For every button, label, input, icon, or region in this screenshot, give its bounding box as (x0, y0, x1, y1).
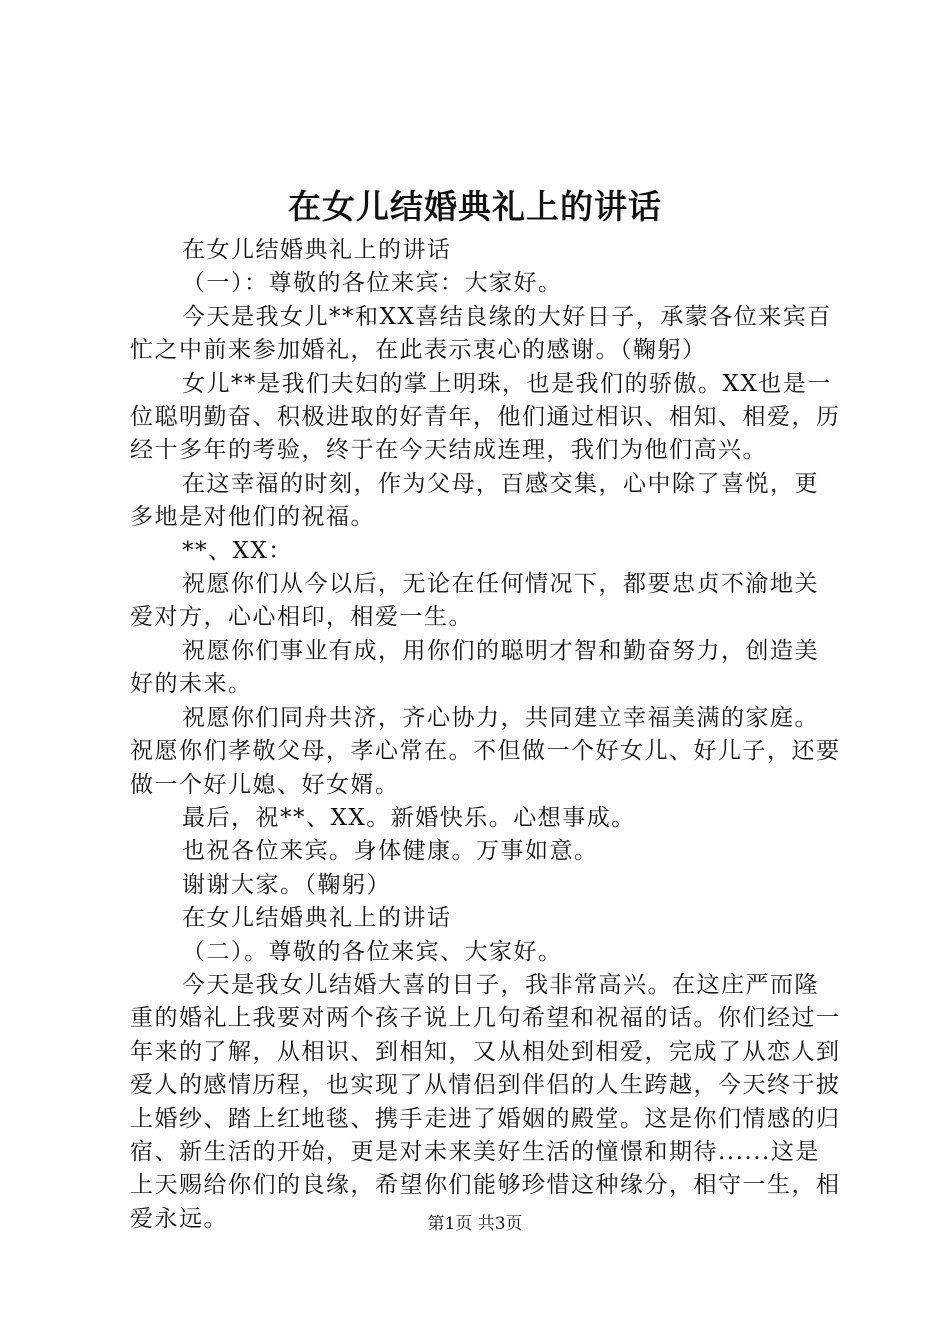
document-body (130, 234, 842, 1236)
paragraph: 最后，祝**、XX。新婚快乐。心想事成。 (182, 804, 636, 831)
paragraph: 祝愿你们从今以后，无论在任何情况下，都要忠贞不渝地关爱对方，心心相印，相爱一生。 (130, 571, 819, 631)
address-line: **、XX： (182, 537, 293, 564)
paragraph: 祝愿你们同舟共济，齐心协力，共同建立幸福美满的家庭。祝愿你们孝敬父母，孝心常在。不但做一个好女儿、好儿子，还要做一个好儿媳、好女婿。 (130, 704, 841, 798)
paragraph: 今天是我女儿**和XX喜结良缘的大好日子，承蒙各位来宾百忙之中前来参加婚礼，在此表示衷心的感谢。（鞠躬） (130, 303, 832, 364)
paragraph: 今天是我女儿结婚大喜的日子，我非常高兴。在这庄严而隆重的婚礼上我要对两个孩子说上几句希望和祝福的话。你们经过一年来的了解，从相识、到相知，又从相处到相爱，完成了从恋人到爱人的感情历程，也实现了从情侣到伴侣的人生跨越，今天终于披上婚纱、踏上红地毯、携手走进了婚姻的殿堂。这是你们情感的归宿、新生活的开始，更是对未来美好生活的憧憬和期待......这是上天赐给你们的良缘，希望你们能够珍惜这种缘分，相守一生，相爱永远。 (130, 971, 841, 1232)
page-number: 第1页 共3页 (427, 1214, 523, 1234)
paragraph: 也祝各位来宾。身体健康。万事如意。 (182, 838, 599, 865)
section-heading: 在女儿结婚典礼上的讲话 (182, 237, 452, 263)
paragraph: 祝愿你们事业有成，用你们的聪明才智和勤奋努力，创造美好的未来。 (130, 637, 819, 698)
greeting-line: （二）。尊敬的各位来宾、大家好。 (182, 938, 563, 965)
page-title: 在女儿结婚典礼上的讲话 (288, 187, 662, 226)
paragraph: 谢谢大家。（鞠躬） (182, 871, 391, 898)
section-heading: 在女儿结婚典礼上的讲话 (182, 905, 452, 932)
paragraph: 女儿**是我们夫妇的掌上明珠，也是我们的骄傲。XX也是一位聪明勤奋、积极进取的好青年，他们通过相识、相知、相爱，历经十多年的考验，终于在今天结成连理，我们为他们高兴。 (130, 370, 841, 464)
paragraph: 在这幸福的时刻，作为父母，百感交集，心中除了喜悦，更多地是对他们的祝福。 (130, 470, 819, 531)
greeting-line: （一）：尊敬的各位来宾：大家好。 (182, 270, 563, 297)
